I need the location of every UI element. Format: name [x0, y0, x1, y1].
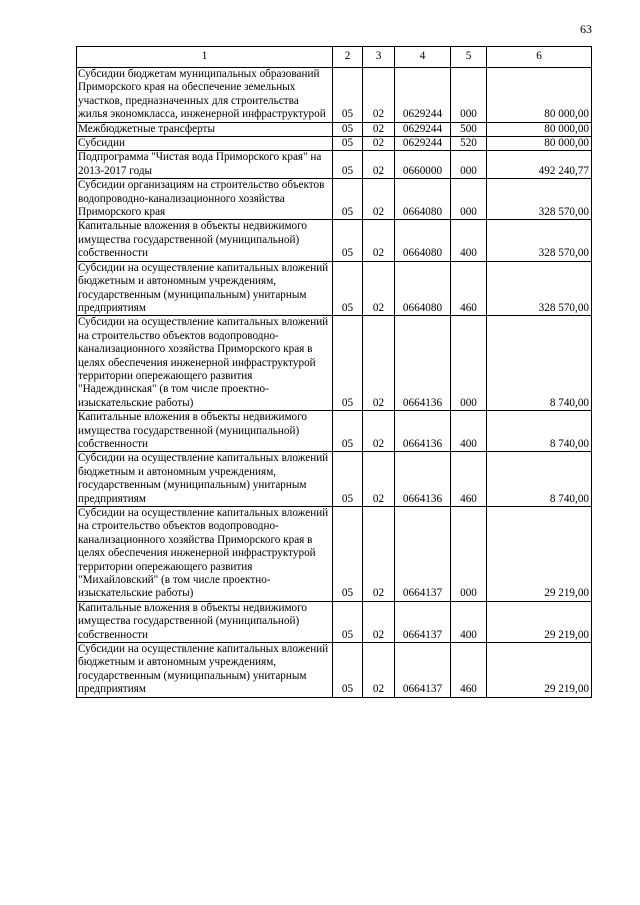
row-subsection: 02 [363, 151, 395, 179]
row-target-code: 0664136 [395, 452, 451, 507]
row-expense-type: 520 [451, 137, 487, 151]
column-header-3: 3 [363, 47, 395, 68]
row-name: Капитальные вложения в объекты недвижимого имущества государственной (муниципальной) собственности [77, 411, 333, 452]
row-expense-type: 400 [451, 411, 487, 452]
row-expense-type: 000 [451, 316, 487, 411]
row-amount: 80 000,00 [487, 68, 592, 123]
row-amount: 80 000,00 [487, 122, 592, 136]
row-target-code: 0629244 [395, 137, 451, 151]
row-amount: 29 219,00 [487, 643, 592, 698]
table-row [77, 151, 592, 179]
row-expense-type: 000 [451, 507, 487, 602]
row-subsection: 02 [363, 452, 395, 507]
row-subsection: 02 [363, 601, 395, 642]
row-section: 05 [333, 151, 363, 179]
table-row [77, 137, 592, 151]
table-header-row [77, 47, 592, 68]
row-target-code: 0664137 [395, 507, 451, 602]
row-expense-type: 000 [451, 68, 487, 123]
row-amount: 29 219,00 [487, 507, 592, 602]
column-header-6: 6 [487, 47, 592, 68]
column-header-4: 4 [395, 47, 451, 68]
row-subsection: 02 [363, 122, 395, 136]
row-name: Субсидии организациям на строительство объектов водопроводно-канализационного хозяйства Приморского края [77, 179, 333, 220]
row-name: Межбюджетные трансферты [77, 122, 333, 136]
row-section: 05 [333, 220, 363, 261]
row-section: 05 [333, 122, 363, 136]
table-row [77, 220, 592, 261]
row-target-code: 0660000 [395, 151, 451, 179]
table-row [77, 601, 592, 642]
table-row [77, 122, 592, 136]
row-name: Подпрограмма "Чистая вода Приморского края" на 2013-2017 годы [77, 151, 333, 179]
column-header-2: 2 [333, 47, 363, 68]
row-amount: 8 740,00 [487, 316, 592, 411]
row-amount: 328 570,00 [487, 220, 592, 261]
row-amount: 328 570,00 [487, 179, 592, 220]
row-amount: 8 740,00 [487, 411, 592, 452]
row-name: Капитальные вложения в объекты недвижимого имущества государственной (муниципальной) собственности [77, 601, 333, 642]
column-header-5: 5 [451, 47, 487, 68]
row-section: 05 [333, 643, 363, 698]
table-row [77, 452, 592, 507]
row-target-code: 0664080 [395, 179, 451, 220]
row-name: Субсидии на осуществление капитальных вложений бюджетным и автономным учреждениям, государственным (муниципальным) унитарным предприятиям [77, 452, 333, 507]
row-section: 05 [333, 507, 363, 602]
table-row [77, 179, 592, 220]
row-subsection: 02 [363, 643, 395, 698]
row-name: Субсидии на осуществление капитальных вложений на строительство объектов водопроводно-канализационного хозяйства Приморского края в целях обеспечения инженерной инфраструктурой территории опережающего развития "Михайловский" (в том числе проектно-изыскательские работы) [77, 507, 333, 602]
row-subsection: 02 [363, 261, 395, 316]
table-row [77, 261, 592, 316]
row-section: 05 [333, 452, 363, 507]
row-subsection: 02 [363, 316, 395, 411]
row-target-code: 0664080 [395, 261, 451, 316]
row-subsection: 02 [363, 411, 395, 452]
table-row [77, 507, 592, 602]
row-expense-type: 460 [451, 261, 487, 316]
table-row [77, 68, 592, 123]
row-amount: 8 740,00 [487, 452, 592, 507]
row-subsection: 02 [363, 220, 395, 261]
row-name: Капитальные вложения в объекты недвижимого имущества государственной (муниципальной) собственности [77, 220, 333, 261]
row-section: 05 [333, 601, 363, 642]
row-subsection: 02 [363, 137, 395, 151]
row-amount: 328 570,00 [487, 261, 592, 316]
row-name: Субсидии на осуществление капитальных вложений на строительство объектов водопроводно-канализационного хозяйства Приморского края в целях обеспечения инженерной инфраструктурой территории опережающего развития "Надеждинская" (в том числе проектно-изыскательские работы) [77, 316, 333, 411]
table-row [77, 411, 592, 452]
row-expense-type: 000 [451, 179, 487, 220]
row-section: 05 [333, 68, 363, 123]
row-target-code: 0664136 [395, 316, 451, 411]
row-expense-type: 400 [451, 601, 487, 642]
row-subsection: 02 [363, 179, 395, 220]
row-expense-type: 500 [451, 122, 487, 136]
budget-table [76, 46, 592, 698]
row-target-code: 0664080 [395, 220, 451, 261]
row-amount: 80 000,00 [487, 137, 592, 151]
row-target-code: 0664137 [395, 643, 451, 698]
row-expense-type: 000 [451, 151, 487, 179]
table-row [77, 316, 592, 411]
row-name: Субсидии бюджетам муниципальных образований Приморского края на обеспечение земельных участков, предназначенных для строительства жилья экономкласса, инженерной инфраструктурой [77, 68, 333, 123]
row-section: 05 [333, 316, 363, 411]
column-header-1: 1 [77, 47, 333, 68]
row-subsection: 02 [363, 507, 395, 602]
row-section: 05 [333, 137, 363, 151]
row-target-code: 0664136 [395, 411, 451, 452]
row-target-code: 0629244 [395, 68, 451, 123]
row-expense-type: 400 [451, 220, 487, 261]
page-number: 63 [580, 22, 592, 36]
row-name: Субсидии на осуществление капитальных вложений бюджетным и автономным учреждениям, государственным (муниципальным) унитарным предприятиям [77, 643, 333, 698]
row-name: Субсидии [77, 137, 333, 151]
row-amount: 492 240,77 [487, 151, 592, 179]
row-subsection: 02 [363, 68, 395, 123]
row-section: 05 [333, 411, 363, 452]
row-expense-type: 460 [451, 452, 487, 507]
row-amount: 29 219,00 [487, 601, 592, 642]
row-target-code: 0629244 [395, 122, 451, 136]
row-name: Субсидии на осуществление капитальных вложений бюджетным и автономным учреждениям, государственным (муниципальным) унитарным предприятиям [77, 261, 333, 316]
row-section: 05 [333, 179, 363, 220]
row-target-code: 0664137 [395, 601, 451, 642]
row-expense-type: 460 [451, 643, 487, 698]
table-row [77, 643, 592, 698]
row-section: 05 [333, 261, 363, 316]
